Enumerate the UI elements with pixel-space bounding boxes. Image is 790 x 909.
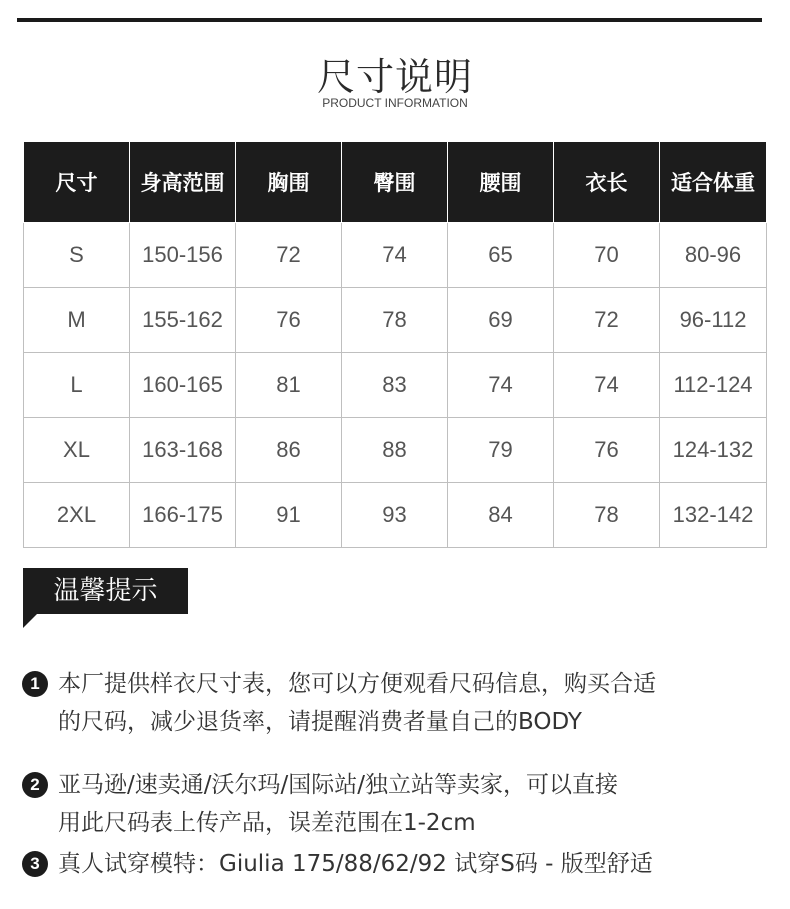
table-row xyxy=(24,223,767,288)
number-3-icon: 3 xyxy=(22,851,48,877)
tips-label: 温馨提示 xyxy=(53,576,158,606)
header-length: 衣长 xyxy=(554,142,660,223)
table-cell: XL xyxy=(24,418,130,483)
table-cell: 96-112 xyxy=(660,288,767,353)
table-cell: 124-132 xyxy=(660,418,767,483)
note-item xyxy=(22,766,762,842)
table-cell: 160-165 xyxy=(130,353,236,418)
table-cell: M xyxy=(24,288,130,353)
note-item xyxy=(22,665,762,741)
table-header-row xyxy=(24,142,767,223)
table-cell: 78 xyxy=(554,483,660,548)
table-cell: 72 xyxy=(236,223,342,288)
table-cell: 79 xyxy=(448,418,554,483)
page-subtitle: PRODUCT INFORMATION xyxy=(322,96,468,110)
header-hip: 臀围 xyxy=(342,142,448,223)
table-cell: S xyxy=(24,223,130,288)
table-cell: 93 xyxy=(342,483,448,548)
table-cell: 112-124 xyxy=(660,353,767,418)
note-text: 的尺码，减少退货率，请提醒消费者量自己的BODY xyxy=(58,709,582,735)
size-table xyxy=(23,141,767,548)
header-weight: 适合体重 xyxy=(660,142,767,223)
tips-label-box xyxy=(23,568,188,614)
note-item xyxy=(22,845,762,883)
table-cell: 2XL xyxy=(24,483,130,548)
table-cell: 91 xyxy=(236,483,342,548)
page-title: 尺寸说明 xyxy=(316,55,473,99)
table-row xyxy=(24,418,767,483)
number-1-icon: 1 xyxy=(22,671,48,697)
table-cell: 74 xyxy=(554,353,660,418)
header-waist: 腰围 xyxy=(448,142,554,223)
table-cell: 74 xyxy=(342,223,448,288)
table-row xyxy=(24,353,767,418)
table-cell: 86 xyxy=(236,418,342,483)
table-cell: 84 xyxy=(448,483,554,548)
table-cell: 81 xyxy=(236,353,342,418)
table-cell: 132-142 xyxy=(660,483,767,548)
note-text: 用此尺码表上传产品，误差范围在1-2cm xyxy=(58,810,476,836)
table-cell: 74 xyxy=(448,353,554,418)
top-divider xyxy=(17,18,762,22)
table-cell: 83 xyxy=(342,353,448,418)
table-cell: 69 xyxy=(448,288,554,353)
header-height-range: 身高范围 xyxy=(130,142,236,223)
table-row xyxy=(24,483,767,548)
note-text: 真人试穿模特：Giulia 175/88/62/92 试穿S码 - 版型舒适 xyxy=(58,851,653,877)
table-row xyxy=(24,288,767,353)
note-text: 亚马逊/速卖通/沃尔玛/国际站/独立站等卖家，可以直接 xyxy=(58,772,618,798)
table-cell: 70 xyxy=(554,223,660,288)
table-cell: 166-175 xyxy=(130,483,236,548)
header-size: 尺寸 xyxy=(24,142,130,223)
table-cell: 76 xyxy=(554,418,660,483)
table-cell: 150-156 xyxy=(130,223,236,288)
table-cell: 76 xyxy=(236,288,342,353)
table-cell: 80-96 xyxy=(660,223,767,288)
note-text: 本厂提供样衣尺寸表，您可以方便观看尺码信息，购买合适 xyxy=(58,671,656,697)
table-cell: L xyxy=(24,353,130,418)
number-2-icon: 2 xyxy=(22,772,48,798)
tips-label-tail xyxy=(23,614,37,628)
table-cell: 65 xyxy=(448,223,554,288)
table-cell: 72 xyxy=(554,288,660,353)
table-cell: 88 xyxy=(342,418,448,483)
table-cell: 163-168 xyxy=(130,418,236,483)
header-bust: 胸围 xyxy=(236,142,342,223)
table-cell: 78 xyxy=(342,288,448,353)
table-cell: 155-162 xyxy=(130,288,236,353)
